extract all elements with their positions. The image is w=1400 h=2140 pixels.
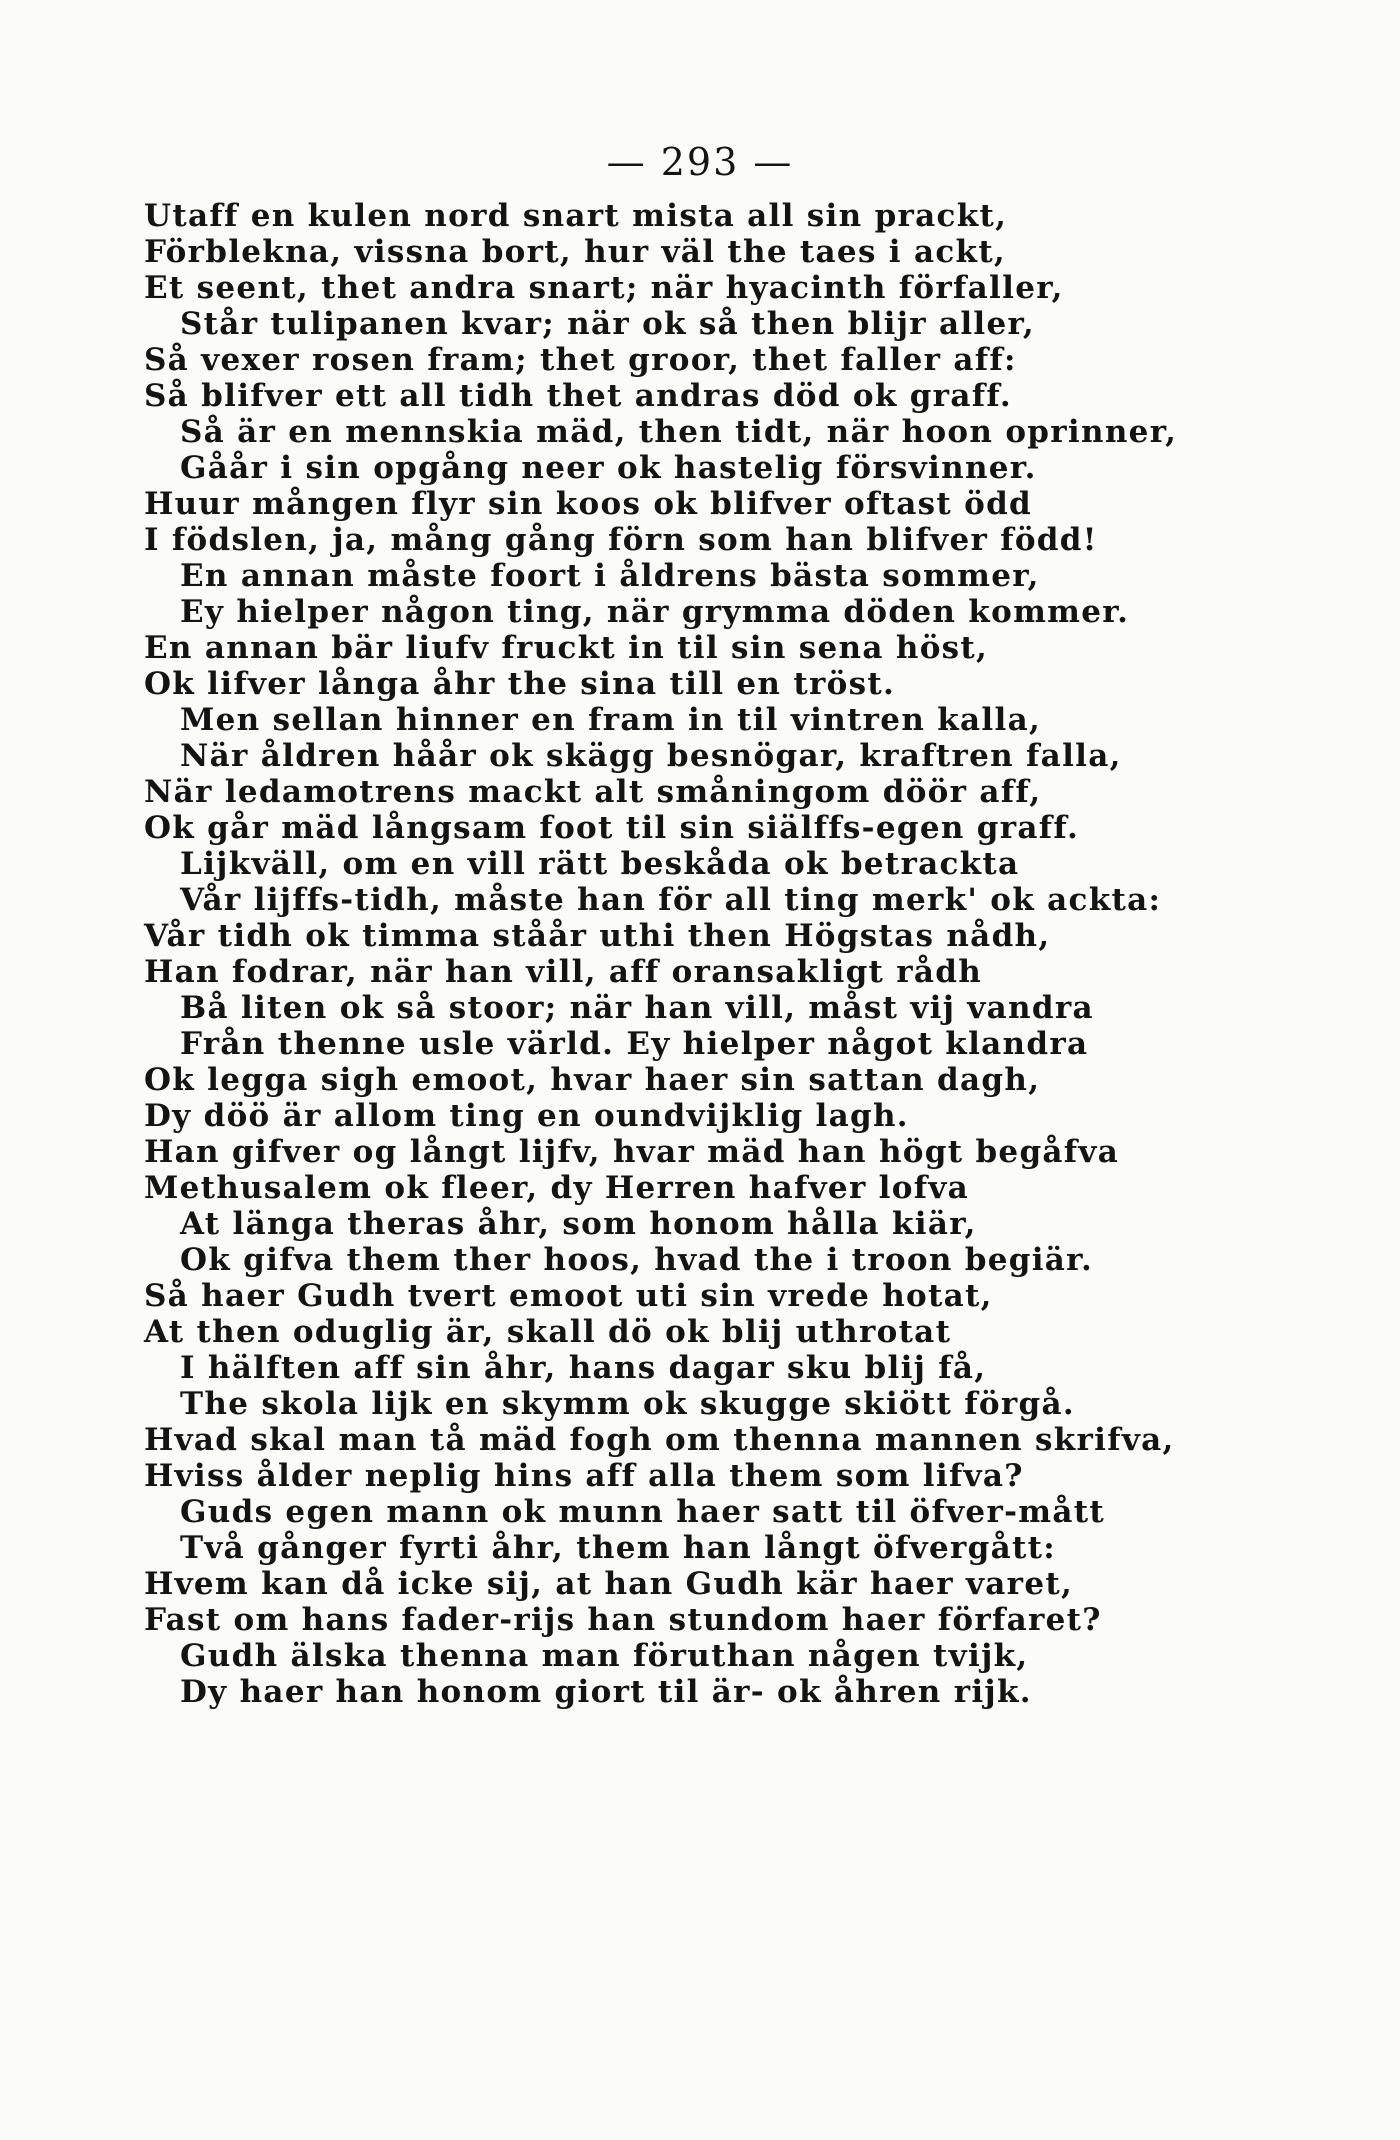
poem-line: Ok går mäd långsam foot til sin siälffs-egen graff. xyxy=(144,810,1080,846)
poem-line: Hviss ålder neplig hins aff alla them som lifva? xyxy=(144,1458,1024,1494)
poem-line: Men sellan hinner en fram in til vintren kalla, xyxy=(180,702,1042,738)
poem-line: Förblekna, vissna bort, hur väl the taes i ackt, xyxy=(144,234,1007,270)
poem-line: At länga theras åhr, som honom hålla kiär, xyxy=(180,1206,977,1242)
poem-line: Bå liten ok så stoor; när han vill, måst vij vandra xyxy=(180,990,1094,1026)
poem-line: Guds egen mann ok munn haer satt til öfver-mått xyxy=(180,1494,1105,1530)
poem-line: Ok legga sigh emoot, hvar haer sin sattan dagh, xyxy=(144,1062,1041,1098)
poem-line: Utaff en kulen nord snart mista all sin prackt, xyxy=(144,198,1008,234)
poem-line: Står tulipanen kvar; när ok så then blijr aller, xyxy=(180,306,1035,342)
page-number: — 293 — xyxy=(606,140,794,184)
poem-line: Et seent, thet andra snart; när hyacinth förfaller, xyxy=(144,270,1064,306)
poem-line: Ey hielper någon ting, när grymma döden kommer. xyxy=(180,594,1130,630)
poem-line: När ledamotrens mackt alt småningom döör aff, xyxy=(144,774,1042,810)
poem-line: Två gånger fyrti åhr, them han långt öfvergått: xyxy=(180,1530,1056,1566)
poem-line: At then oduglig är, skall dö ok blij uthrotat xyxy=(144,1314,952,1350)
poem-line: Fast om hans fader-rijs han stundom haer förfaret? xyxy=(144,1602,1102,1638)
poem-line: Dy döö är allom ting en oundvijklig lagh. xyxy=(144,1098,909,1134)
poem-line: Ok lifver långa åhr the sina till en tröst. xyxy=(144,666,896,702)
poem-line: I födslen, ja, mång gång förn som han blifver född! xyxy=(144,522,1098,558)
poem-line: Så är en mennskia mäd, then tidt, när hoon oprinner, xyxy=(180,414,1178,450)
poem-line: Han fodrar, när han vill, aff oransakligt rådh xyxy=(144,954,983,990)
poem-line: Lijkväll, om en vill rätt beskåda ok betrackta xyxy=(180,846,1020,882)
poem-line: Gåår i sin opgång neer ok hastelig försvinner. xyxy=(180,450,1037,486)
poem-line: Vår lijffs-tidh, måste han för all ting merk' ok ackta: xyxy=(180,882,1162,918)
poem-line: Dy haer han honom giort til är- ok åhren rijk. xyxy=(180,1674,1032,1710)
poem-line: När åldren håår ok skägg besnögar, kraftren falla, xyxy=(180,738,1122,774)
poem-line: Så blifver ett all tidh thet andras död ok graff. xyxy=(144,378,1012,414)
poem-line: Methusalem ok fleer, dy Herren hafver lofva xyxy=(144,1170,970,1206)
poem-line: Så vexer rosen fram; thet groor, thet faller aff: xyxy=(144,342,1017,378)
poem-line: Hvem kan då icke sij, at han Gudh kär haer varet, xyxy=(144,1566,1074,1602)
poem-line: Hvad skal man tå mäd fogh om thenna mannen skrifva, xyxy=(144,1422,1175,1458)
poem-line: Ok gifva them ther hoos, hvad the i troon begiär. xyxy=(180,1242,1094,1278)
poem-line: The skola lijk en skymm ok skugge skiött förgå. xyxy=(180,1386,1075,1422)
poem-line: I hälften aff sin åhr, hans dagar sku blij få, xyxy=(180,1350,987,1386)
poem-line: Vår tidh ok timma ståår uthi then Högstas nådh, xyxy=(144,918,1051,954)
poem-line: Gudh älska thenna man föruthan någen tvijk, xyxy=(180,1638,1029,1674)
poem-line: Från thenne usle värld. Ey hielper något klandra xyxy=(180,1026,1089,1062)
poem-line: Huur mången flyr sin koos ok blifver oftast ödd xyxy=(144,486,1033,522)
poem-line: En annan måste foort i åldrens bästa sommer, xyxy=(180,558,1040,594)
poem-line: Så haer Gudh tvert emoot uti sin vrede hotat, xyxy=(144,1278,993,1314)
poem-line: Han gifver og långt lijfv, hvar mäd han högt begåfva xyxy=(144,1134,1120,1170)
poem-line: En annan bär liufv fruckt in til sin sena höst, xyxy=(144,630,989,666)
